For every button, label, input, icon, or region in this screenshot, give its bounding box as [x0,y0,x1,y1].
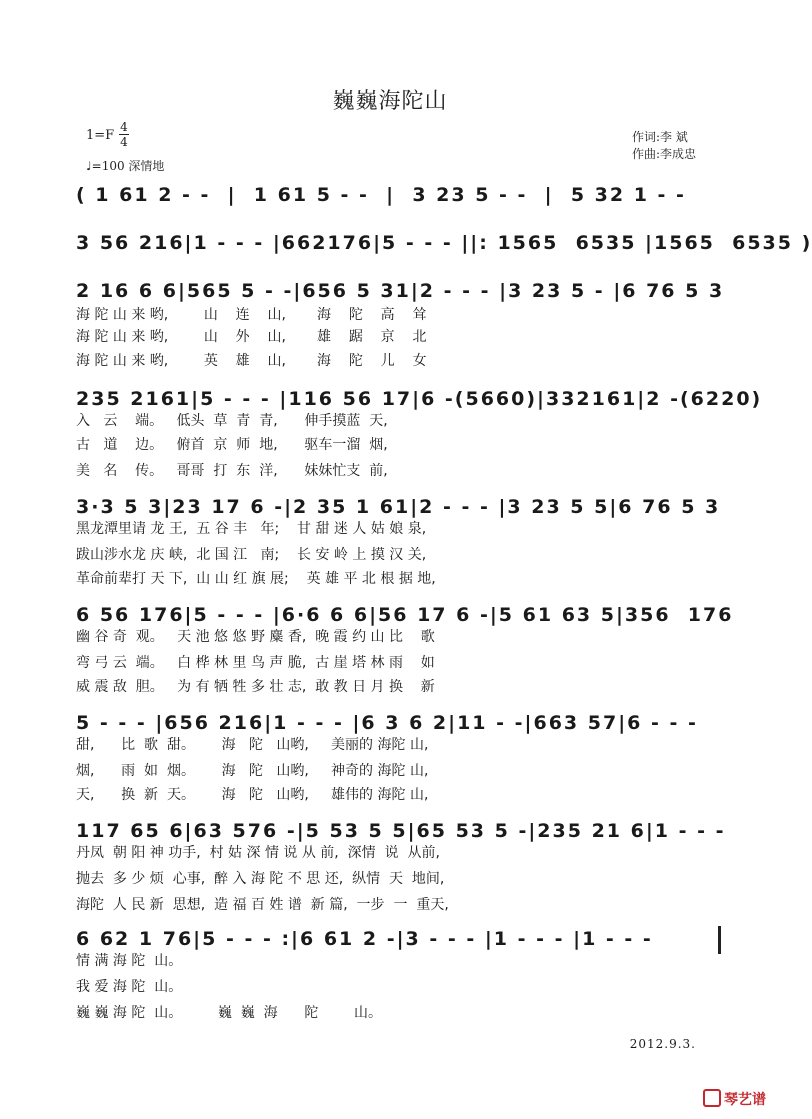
notes-line: 235 2161|5 - - - |116 56 17|6 -(5660)|332161|2 -(6220) [76,388,763,410]
time-signature-top: 4 [120,120,128,134]
lyric-verse-1: 丹凤 朝 阳 神 功手, 村 姑 深 情 说 从 前, 深情 说 从前, [76,845,440,861]
lyric-verse-3: 美 名 传。 哥哥 打 东 洋, 妹妹忙支 前, [76,463,388,479]
lyric-verse-1: 幽 谷 奇 观。 天 池 悠 悠 野 麋 香, 晚 霞 约 山 比 歌 [76,629,435,645]
key-signature: 1=F [86,128,115,143]
lyric-verse-2: 抛去 多 少 烦 心事, 醉 入 海 陀 不 思 还, 纵情 天 地间, [76,871,445,887]
lyric-verse-1: 入 云 端。 低头 草 青 青, 伸手摸蓝 天, [76,413,388,429]
lyric-verse-3: 海陀 人 民 新 思想, 造 福 百 姓 谱 新 篇, 一步 一 重天, [76,897,449,913]
credits [632,129,696,163]
lyric-verse-3: 天, 换 新 天。 海 陀 山哟, 雄伟的 海陀 山, [76,787,429,803]
lyric-verse-1: 黑龙潭里请 龙 王, 五 谷 丰 年; 甘 甜 迷 人 姑 娘 泉, [76,521,427,537]
tempo-marking: ♩=100 深情地 [86,159,165,173]
lyric-verse-3: 海 陀 山 来 哟, 英 雄 山, 海 陀 儿 女 [76,353,427,369]
lyric-verse-2: 烟, 雨 如 烟。 海 陀 山哟, 神奇的 海陀 山, [76,763,429,779]
lyricist: 作词:李 斌 [631,130,688,144]
logo-icon [703,1089,721,1107]
lyric-verse-1: 海 陀 山 来 哟, 山 连 山, 海 陀 高 耸 [76,307,427,323]
lyric-verse-2: 我 爱 海 陀 山。 [76,979,183,995]
lyric-verse-2: 海 陀 山 来 哟, 山 外 山, 雄 踞 京 北 [76,329,427,345]
notes-line: 6 56 176|5 - - - |6·6 6 6|56 17 6 -|5 61 63 5|356 176 [76,604,734,626]
notes-line: 3·3 5 3|23 17 6 -|2 35 1 61|2 - - - |3 23 5 5|6 76 5 3 [76,496,721,518]
lyric-verse-3: 威 震 敌 胆。 为 有 牺 牲 多 壮 志, 敢 教 日 月 换 新 [76,679,435,695]
composer: 作曲:李成忠 [631,147,696,161]
lyric-verse-2: 古 道 边。 俯首 京 师 地, 驱车一溜 烟, [76,437,388,453]
time-signature-bottom: 4 [120,135,128,149]
notes-line: ( 1 61 2 - - | 1 61 5 - - | 3 23 5 - - | 5 32 1 - - [76,184,686,206]
lyric-verse-2: 弯 弓 云 端。 白 桦 林 里 鸟 声 脆, 古 崖 塔 林 雨 如 [76,655,435,671]
notes-line: 3 56 216|1 - - - |662176|5 - - - ||: 1565 6535 |1565 6535 ) [76,232,812,254]
notes-line: 6 62 1 76|5 - - - :|6 61 2 -|3 - - - |1 - - - |1 - - - [76,928,653,950]
site-watermark [703,1089,766,1109]
lyric-verse-1: 情 满 海 陀 山。 [76,953,183,969]
lyric-verse-2: 跋山涉水龙 庆 峡, 北 国 江 南; 长 安 岭 上 摸 汉 关, [76,547,427,563]
notes-line: 117 65 6|63 576 -|5 53 5 5|65 53 5 -|235 21 6|1 - - - [76,820,726,842]
time-signature [118,120,130,149]
notes-line: 2 16 6 6|565 5 - -|656 5 31|2 - - - |3 23 5 - |6 76 5 3 [76,280,725,302]
composition-date: 2012.9.3. [629,1037,696,1051]
watermark-text: 琴艺谱 [724,1092,766,1108]
lyric-verse-3: 巍 巍 海 陀 山。 巍 巍 海 陀 山。 [76,1005,382,1021]
song-title: 巍巍海陀山 [332,89,448,114]
lyric-verse-3: 革命前辈打 天 下, 山 山 红 旗 展; 英 雄 平 北 根 据 地, [76,571,436,587]
lyric-verse-1: 甜, 比 歌 甜。 海 陀 山哟, 美丽的 海陀 山, [76,737,429,753]
notes-line: 5 - - - |656 216|1 - - - |6 3 6 2|11 - -|663 57|6 - - - [76,712,698,734]
